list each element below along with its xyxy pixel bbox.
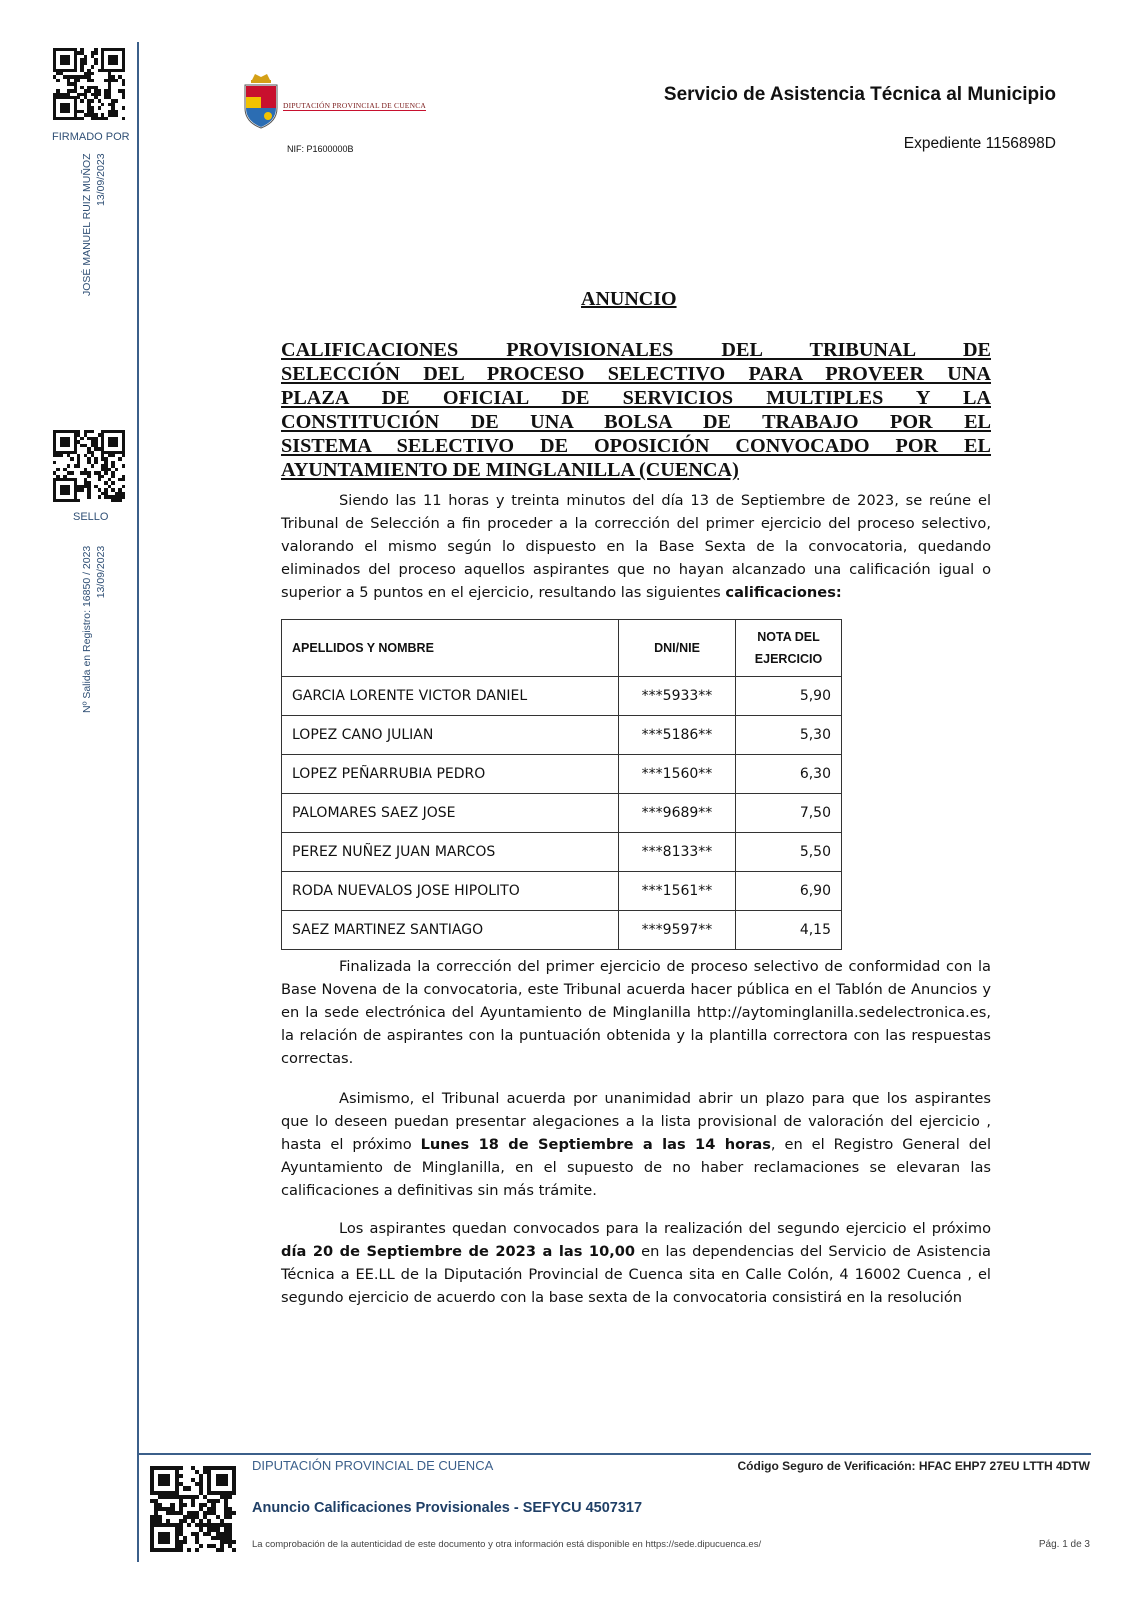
col-dni-header: DNI/NIE [619, 620, 736, 677]
row-dni: ***1561** [619, 872, 736, 911]
table-row [282, 755, 842, 794]
row-name: SAEZ MARTINEZ SANTIAGO [282, 911, 619, 950]
intro-paragraph [281, 489, 991, 604]
title-line: CONSTITUCIÓN DE UNA BOLSA DE TRABAJO POR EL [281, 411, 991, 433]
row-name: LOPEZ PEÑARRUBIA PEDRO [282, 755, 619, 794]
title-line: SELECCIÓN DEL PROCESO SELECTIVO PARA PROVEER UNA [281, 363, 991, 385]
paragraph-publication-text: Finalizada la corrección del primer ejercicio de proceso selectivo de conformidad con la Base Novena de la convocatoria, este Tribunal acuerda hacer pública en el Tablón de Anuncios y en la sede electrónica del Ayuntamiento de Minglanilla http://aytominglanilla.sedelectronica.es, la relación de aspirantes con la puntuación obtenida y la plantilla correctora con las respuestas correctas. [281, 958, 991, 1067]
col-nota-line1: NOTA DEL [757, 630, 820, 644]
row-dni: ***1560** [619, 755, 736, 794]
table-row [282, 716, 842, 755]
para3-text-b: , en el Registro General del Ayuntamiento de Minglanilla, en el supuesto de no haber reclamaciones se elevaran las calificaciones a definitivas sin más trámite. [281, 1136, 992, 1199]
qr-code-icon [53, 48, 125, 120]
score-rows [282, 677, 842, 950]
scores-table [281, 619, 842, 950]
registro-date: 13/09/2023 [95, 545, 107, 599]
table-row [282, 911, 842, 950]
row-dni: ***5186** [619, 716, 736, 755]
expediente: Expediente 1156898D [903, 135, 1056, 152]
footer-org: DIPUTACIÓN PROVINCIAL DE CUENCA [252, 1458, 494, 1473]
registro-text: Nº Salida en Registro: 16850 / 2023 [81, 545, 93, 713]
row-name: PALOMARES SAEZ JOSE [282, 794, 619, 833]
document-title [281, 338, 991, 482]
footer-page: Pág. 1 de 3 [1038, 1539, 1090, 1550]
qr-code-icon [53, 430, 125, 502]
row-nota: 5,30 [736, 716, 842, 755]
para4-text-a: Los aspirantes quedan convocados para la realización del segundo ejercicio el próximo [339, 1220, 991, 1237]
signer-name [80, 153, 108, 296]
table-row [282, 833, 842, 872]
signer-name-text: JOSÉ MANUEL RUIZ MUÑOZ [81, 153, 93, 296]
footer-doc-title: Anuncio Calificaciones Provisionales - SEFYCU 4507317 [252, 1500, 643, 1516]
row-name: LOPEZ CANO JULIAN [282, 716, 619, 755]
row-name: PEREZ NUÑEZ JUAN MARCOS [282, 833, 619, 872]
title-line-last: AYUNTAMIENTO DE MINGLANILLA (CUENCA) [281, 459, 739, 481]
intro-bold: calificaciones: [725, 584, 842, 601]
nif: NIF: P1600000B [287, 144, 354, 154]
para4-bold: día 20 de Septiembre de 2023 a las 10,00 [281, 1243, 636, 1260]
coat-of-arms-icon [243, 72, 279, 130]
service-name: Servicio de Asistencia Técnica al Municipio [663, 84, 1056, 105]
logo-text: DIPUTACIÓN PROVINCIAL DE CUENCA [283, 101, 427, 110]
table-row [282, 677, 842, 716]
title-line: PLAZA DE OFICIAL DE SERVICIOS MULTIPLES Y LA [281, 387, 991, 409]
paragraph-publication [281, 955, 991, 1070]
row-dni: ***5933** [619, 677, 736, 716]
left-border-line [137, 42, 139, 1562]
row-dni: ***9597** [619, 911, 736, 950]
registro-label [80, 546, 108, 713]
table-row [282, 872, 842, 911]
footer-verify: La comprobación de la autenticidad de este documento y otra información está disponible en https://sede.dipucuenca.es/ [252, 1539, 762, 1550]
qr-code-icon [150, 1466, 236, 1552]
paragraph-alegaciones [281, 1087, 991, 1202]
footer-divider [137, 1453, 1091, 1455]
row-name: GARCIA LORENTE VICTOR DANIEL [282, 677, 619, 716]
title-line: SISTEMA SELECTIVO DE OPOSICIÓN CONVOCADO POR EL [281, 435, 991, 457]
paragraph-convocatoria [281, 1217, 991, 1309]
row-nota: 4,15 [736, 911, 842, 950]
row-nota: 6,30 [736, 755, 842, 794]
signer-date: 13/09/2023 [95, 153, 107, 207]
row-nota: 5,50 [736, 833, 842, 872]
footer-csv: Código Seguro de Verificación: HFAC EHP7 27EU LTTH 4DTW [737, 1459, 1090, 1473]
firmado-por-label: FIRMADO POR [52, 131, 130, 143]
col-nota-line2: EJERCICIO [754, 652, 823, 666]
col-nota-header [736, 620, 842, 677]
row-nota: 6,90 [736, 872, 842, 911]
para3-text-a: Asimismo, el Tribunal acuerda por unanimidad abrir un plazo para que los aspirantes que lo deseen puedan presentar alegaciones a la lista provisional de valoración del ejercicio , hasta el próximo [281, 1090, 991, 1153]
sello-label: SELLO [73, 511, 109, 523]
table-header-row [282, 620, 842, 677]
para4-text-b: en las dependencias del Servicio de Asistencia Técnica a EE.LL de la Diputación Provincial de Cuenca sita en Calle Colón, 4 16002 Cuenca , el segundo ejercicio de acuerdo con la base sexta de la convocatoria consistirá en la resolución [281, 1243, 991, 1306]
title-line: CALIFICACIONES PROVISIONALES DEL TRIBUNAL DE [281, 339, 991, 361]
document-heading: ANUNCIO [581, 288, 677, 310]
row-dni: ***8133** [619, 833, 736, 872]
row-name: RODA NUEVALOS JOSE HIPOLITO [282, 872, 619, 911]
intro-text: Siendo las 11 horas y treinta minutos del día 13 de Septiembre de 2023, se reúne el Tribunal de Selección a fin proceder a la corrección del primer ejercicio del proceso selectivo, valorando el mismo según lo dispuesto en la Base Sexta de la convocatoria, quedando eliminados del proceso aquellos aspirantes que no hayan alcanzado una calificación igual o superior a 5 puntos en el ejercicio, resultando las siguientes [281, 492, 991, 601]
table-row [282, 794, 842, 833]
row-nota: 7,50 [736, 794, 842, 833]
row-nota: 5,90 [736, 677, 842, 716]
row-dni: ***9689** [619, 794, 736, 833]
col-name-header: APELLIDOS Y NOMBRE [282, 620, 619, 677]
para3-bold: Lunes 18 de Septiembre a las 14 horas [420, 1136, 771, 1153]
